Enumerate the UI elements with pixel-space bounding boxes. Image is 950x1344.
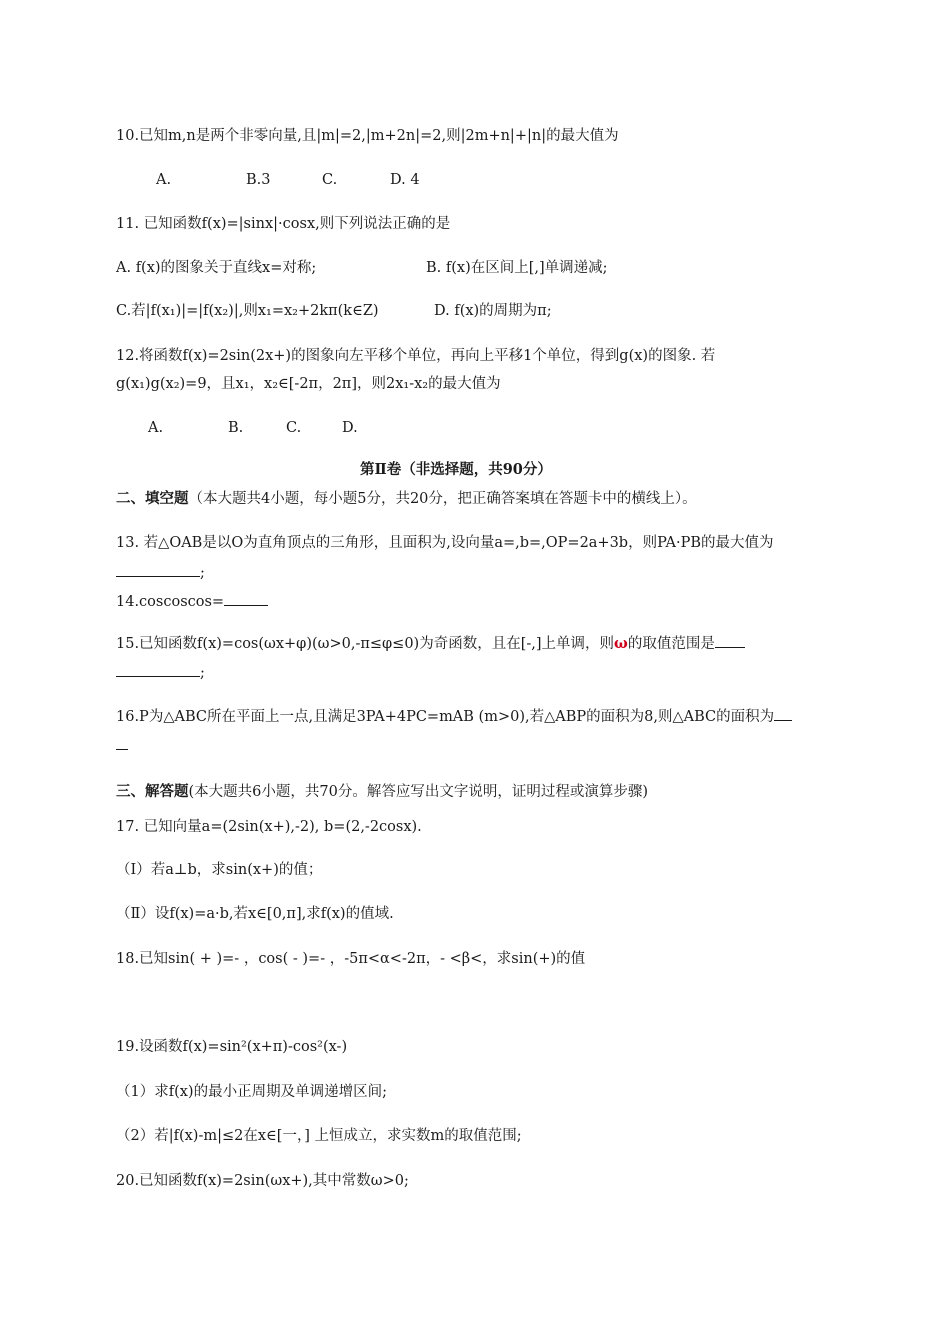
question-16-line-2: [116, 735, 128, 756]
fill-section-heading: 二、填空题: [116, 490, 189, 507]
part-2-title: 第Ⅱ卷（非选择题，共90分）: [360, 461, 552, 478]
q10-option-b: B.3: [246, 172, 271, 188]
q15-answer-blank-start[interactable]: [715, 633, 745, 648]
fill-section-description: （本大题共4小题，每小题5分，共20分，把正确答案填在答题卡中的横线上）。: [188, 491, 697, 507]
question-17-part-1: （I）若a⊥b，求sin(x+)的值；: [116, 862, 323, 878]
question-20-stem: 20.已知函数f(x)=2sin(ωx+),其中常数ω>0;: [116, 1173, 409, 1189]
q12-option-b: B.: [228, 420, 244, 436]
question-15-line-2: ;: [116, 662, 205, 683]
q16-answer-blank-start[interactable]: [774, 706, 792, 721]
q11-option-d: D. f(x)的周期为π;: [434, 303, 552, 319]
question-14: 14.coscoscos=: [116, 591, 268, 612]
question-16: 16.P为△ABC所在平面上一点,且满足3PA+4PC=mAB (m>0),若△ABP的面积为8,则△ABC的面积为: [116, 706, 792, 727]
solve-section-header: [116, 782, 648, 802]
fill-section-header: [116, 489, 697, 509]
q11-option-c: C.若|f(x₁)|=|f(x₂)|,则x₁=x₂+2kπ(k∈Z): [116, 303, 379, 319]
question-11-stem: 11. 已知函数f(x)=|sinx|·cosx,则下列说法正确的是: [116, 216, 451, 232]
q11-option-b: B. f(x)在区间上[,]单调递减;: [426, 260, 608, 276]
q15-answer-blank[interactable]: [116, 662, 200, 677]
question-12-line-2: g(x₁)g(x₂)=9，且x₁，x₂∈[-2π，2π]，则2x₁-x₂的最大值为: [116, 376, 501, 392]
q10-option-c: C.: [322, 172, 338, 188]
question-13-line-2: ;: [116, 562, 205, 583]
q11-option-a: A. f(x)的图象关于直线x=对称;: [116, 260, 317, 276]
question-19-part-2: （2）若|f(x)-m|≤2在x∈[一，] 上恒成立，求实数m的取值范围;: [116, 1128, 522, 1144]
q13-answer-blank[interactable]: [116, 562, 200, 577]
q10-option-d: D. 4: [390, 172, 420, 188]
q12-option-d: D.: [342, 420, 358, 436]
q10-option-a: A.: [156, 172, 172, 188]
q12-option-a: A.: [148, 420, 164, 436]
question-15-line-1: 15.已知函数f(x)=cos(ωx+φ)(ω>0,-π≤φ≤0)为奇函数，且在[-,]上单调，则ω的取值范围是: [116, 633, 745, 654]
question-19-part-1: （1）求f(x)的最小正周期及单调递增区间;: [116, 1084, 387, 1100]
omega-symbol: ω: [614, 635, 628, 652]
question-13-line-1: 13. 若△OAB是以O为直角顶点的三角形，且面积为,设向量a=,b=,OP=2a+3b，则PA·PB的最大值为: [116, 535, 774, 551]
question-18: 18.已知sin( + )=- ，cos( - )=- ，-5π<α<-2π，- <β<，求sin(+)的值: [116, 951, 586, 967]
q16-answer-blank[interactable]: [116, 735, 128, 750]
question-17-stem: 17. 已知向量a=(2sin(x+),-2), b=(2,-2cosx).: [116, 819, 422, 835]
question-17-part-2: （Ⅱ）设f(x)=a·b,若x∈[0,π],求f(x)的值域.: [116, 906, 394, 922]
question-10-stem: 10.已知m,n是两个非零向量,且|m|=2,|m+2n|=2,则|2m+n|+|n|的最大值为: [116, 128, 619, 144]
q12-option-c: C.: [286, 420, 302, 436]
solve-section-heading: 三、解答题: [116, 783, 189, 800]
question-12-line-1: 12.将函数f(x)=2sin(2x+)的图象向左平移个单位，再向上平移1个单位，得到g(x)的图象. 若: [116, 348, 716, 364]
solve-section-description: (本大题共6小题，共70分。解答应写出文字说明，证明过程或演算步骤): [188, 784, 648, 800]
q14-answer-blank[interactable]: [224, 591, 268, 606]
question-19-stem: 19.设函数f(x)=sin²(x+π)-cos²(x-): [116, 1039, 348, 1055]
